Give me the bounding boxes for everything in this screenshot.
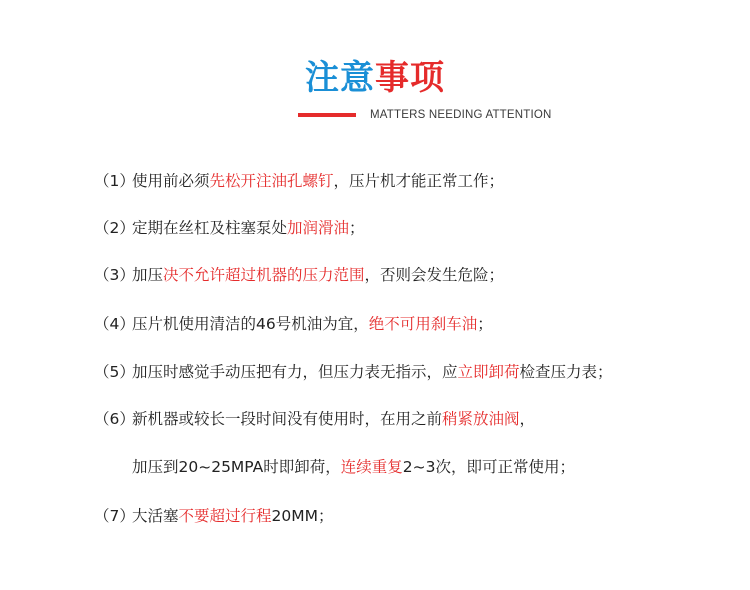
note-text: 新机器或较长一段时间没有使用时，在用之前 <box>132 410 443 428</box>
note-highlight: 不要超过行程 <box>178 507 272 525</box>
note-text: 加压到20~25MPA时即卸荷， <box>132 458 341 476</box>
note-number: （1） <box>94 172 135 190</box>
note-text: 20MM； <box>271 507 334 525</box>
note-item-2 <box>94 217 365 239</box>
note-number: （6） <box>94 410 135 428</box>
note-text: ； <box>349 219 365 237</box>
title-part-blue: 注意 <box>305 58 375 98</box>
note-item-5 <box>94 361 613 383</box>
note-highlight: 连续重复 <box>340 458 403 476</box>
note-text: 定期在丝杠及柱塞泵处 <box>132 219 288 237</box>
note-item-7 <box>94 505 334 527</box>
note-text: 压片机使用清洁的46号机油为宜， <box>132 315 369 333</box>
note-number: （7） <box>94 507 135 525</box>
note-highlight: 加润滑油 <box>287 219 350 237</box>
note-number: （2） <box>94 219 135 237</box>
page-subtitle: MATTERS NEEDING ATTENTION <box>370 109 552 121</box>
note-highlight: 决不允许超过机器的压力范围 <box>163 266 365 284</box>
note-number: （3） <box>94 266 135 284</box>
note-item-6 <box>94 408 535 430</box>
note-text: ，否则会发生危险； <box>364 266 505 284</box>
title-part-red: 事项 <box>375 58 445 98</box>
note-number: （5） <box>94 363 135 381</box>
note-text: 加压 <box>132 266 164 284</box>
note-item-6-continued <box>132 456 575 478</box>
note-item-1 <box>94 170 504 192</box>
note-text: 加压时感觉手动压把有力，但压力表无指示，应 <box>132 363 458 381</box>
page-title <box>0 54 750 102</box>
title-underline <box>298 113 356 117</box>
note-highlight: 绝不可用刹车油 <box>368 315 478 333</box>
note-text: ，压片机才能正常工作； <box>333 172 505 190</box>
note-text: ， <box>519 410 536 428</box>
note-highlight: 立即卸荷 <box>457 363 520 381</box>
note-text: 检查压力表； <box>519 363 613 381</box>
note-highlight: 先松开注油孔螺钉 <box>209 172 334 190</box>
note-item-3 <box>94 264 504 286</box>
note-number: （4） <box>94 315 135 333</box>
note-text: ； <box>477 315 493 333</box>
note-text: 2~3次，即可正常使用； <box>402 458 576 476</box>
note-item-4 <box>94 313 493 335</box>
note-highlight: 稍紧放油阀 <box>442 410 520 428</box>
note-text: 使用前必须 <box>132 172 210 190</box>
note-text: 大活塞 <box>132 507 179 525</box>
